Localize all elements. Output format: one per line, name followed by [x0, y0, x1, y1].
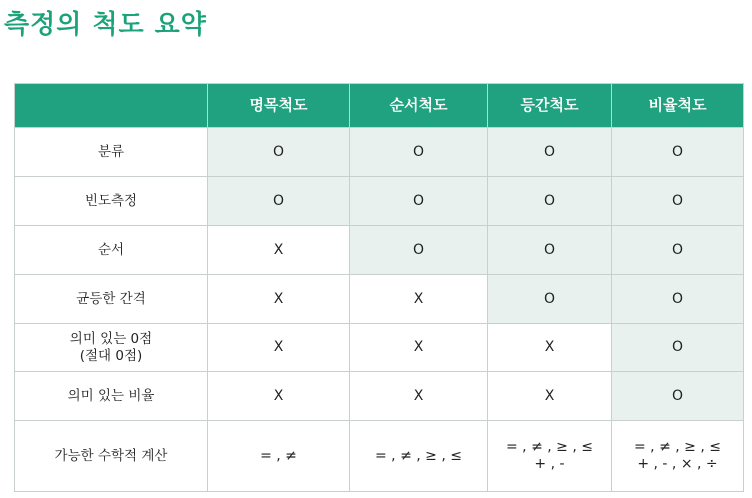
- table-cell: [350, 421, 488, 492]
- table-cell: [488, 421, 612, 492]
- table-row: [15, 275, 744, 324]
- header-nominal: 명목척도: [208, 84, 350, 128]
- table-row: [15, 421, 744, 492]
- table-cell: [208, 421, 350, 492]
- table-row: [15, 324, 744, 372]
- table-row: [15, 128, 744, 177]
- table-cell: O: [350, 177, 488, 226]
- ops-line1: = , ≠ , ≥ , ≤: [506, 439, 593, 455]
- row-label: 의미 있는 비율: [15, 372, 208, 421]
- table-cell: X: [350, 275, 488, 324]
- table-cell: X: [488, 324, 612, 372]
- table-cell: O: [612, 324, 744, 372]
- table-row: [15, 226, 744, 275]
- table-cell: O: [208, 128, 350, 177]
- row-label: 가능한 수학적 계산: [15, 421, 208, 492]
- table-cell: X: [208, 324, 350, 372]
- table-cell: O: [208, 177, 350, 226]
- table-cell: X: [488, 372, 612, 421]
- table-cell: O: [612, 275, 744, 324]
- table-cell: O: [612, 372, 744, 421]
- table-cell: X: [208, 275, 350, 324]
- ops-line2: + , -: [534, 456, 565, 472]
- row-label: [15, 324, 208, 372]
- ops-line1: = , ≠ , ≥ , ≤: [375, 447, 462, 464]
- table-cell: O: [612, 177, 744, 226]
- table-header-row: [15, 84, 744, 128]
- table-row: [15, 177, 744, 226]
- table-cell: [612, 421, 744, 492]
- table-cell: O: [612, 128, 744, 177]
- table-cell: X: [208, 372, 350, 421]
- row-label: 빈도측정: [15, 177, 208, 226]
- row-label-line2: (절대 0점): [79, 347, 143, 364]
- row-label: 분류: [15, 128, 208, 177]
- table-cell: O: [350, 128, 488, 177]
- table-cell: O: [612, 226, 744, 275]
- header-ratio: 비율척도: [612, 84, 744, 128]
- ops-line1: = , ≠: [260, 447, 297, 464]
- table-cell: O: [350, 226, 488, 275]
- table-cell: X: [350, 324, 488, 372]
- page-title: 측정의 척도 요약: [4, 10, 207, 40]
- table-cell: X: [208, 226, 350, 275]
- table-cell: O: [488, 275, 612, 324]
- header-ordinal: 순서척도: [350, 84, 488, 128]
- ops-line2: + , - , × , ÷: [637, 456, 718, 472]
- table-cell: X: [350, 372, 488, 421]
- table-cell: O: [488, 226, 612, 275]
- ops-line1: = , ≠ , ≥ , ≤: [634, 439, 721, 455]
- row-label-line1: 의미 있는 0점: [69, 330, 153, 347]
- row-label: 순서: [15, 226, 208, 275]
- table-cell: O: [488, 128, 612, 177]
- table-row: [15, 372, 744, 421]
- header-corner: [15, 84, 208, 128]
- scale-summary-table: [14, 83, 744, 492]
- header-interval: 등간척도: [488, 84, 612, 128]
- table-cell: O: [488, 177, 612, 226]
- row-label: 균등한 간격: [15, 275, 208, 324]
